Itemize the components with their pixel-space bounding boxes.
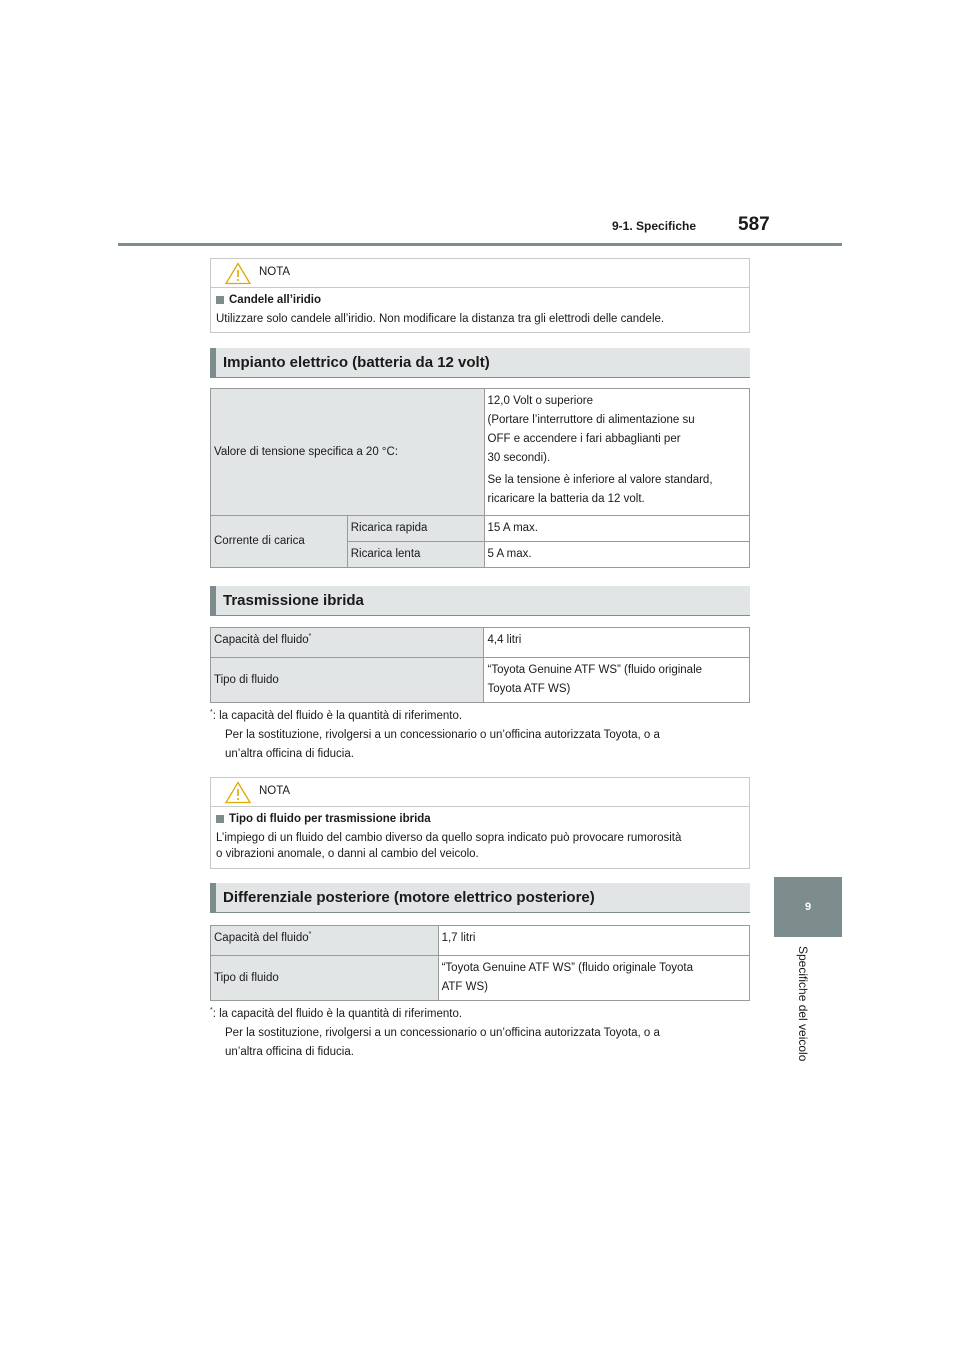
note-hybrid-fluid xyxy=(210,777,750,869)
voltage-value: 12,0 Volt o superiore (Portare l’interruttore di alimentazione su OFF e accendere i fari abbaglianti per 30 secondi). Se la tensione è inferiore al valore standard, ricaricare la batteria da 12 volt. xyxy=(484,389,750,516)
note-subtitle: Candele all’iridio xyxy=(216,292,743,308)
note-header xyxy=(211,259,749,288)
table-row xyxy=(211,956,750,1001)
rear-capacity-label: Capacità del fluido* xyxy=(211,926,439,956)
hybrid-footnote: *: la capacità del fluido è la quantità di riferimento. Per la sostituzione, rivolgersi a un concessionario o un’officina autorizzata Toyota, o a un’altra officina di fiducia. xyxy=(210,709,660,760)
section-title: 9-1. Specifiche xyxy=(612,219,697,233)
table-row xyxy=(211,516,750,542)
section-hybrid-title: Trasmissione ibrida xyxy=(223,592,364,609)
table-row xyxy=(211,926,750,956)
hybrid-fluid-label: Tipo di fluido xyxy=(211,658,484,703)
rear-fluid-label: Tipo di fluido xyxy=(211,956,439,1001)
chapter-tab: 9 xyxy=(774,877,842,937)
hybrid-fluid-value: “Toyota Genuine ATF WS” (fluido originale Toyota ATF WS) xyxy=(484,658,750,703)
note-body xyxy=(211,807,749,868)
note-title: NOTA xyxy=(259,266,291,278)
chapter-label-text: Specifiche del veicolo xyxy=(796,946,810,1062)
warning-icon xyxy=(225,781,251,804)
square-bullet-icon xyxy=(216,815,224,823)
section-electrical-header xyxy=(210,348,750,378)
table-row xyxy=(211,658,750,703)
rear-table xyxy=(210,925,750,1001)
fast-charge-value: 15 A max. xyxy=(484,516,750,542)
note-subtitle: Tipo di fluido per trasmissione ibrida xyxy=(216,811,743,827)
hybrid-capacity-value: 4,4 litri xyxy=(484,628,750,658)
section-rear-title: Differenziale posteriore (motore elettrico posteriore) xyxy=(223,889,595,906)
warning-icon xyxy=(225,262,251,285)
charge-label: Corrente di carica xyxy=(211,516,348,568)
note-iridium xyxy=(210,258,750,333)
section-electrical-title: Impianto elettrico (batteria da 12 volt) xyxy=(223,354,490,371)
note-text: Utilizzare solo candele all’iridio. Non modificare la distanza tra gli elettrodi delle candele. xyxy=(216,313,665,325)
table-row xyxy=(211,389,750,516)
electrical-table xyxy=(210,388,750,568)
rear-capacity-value: 1,7 litri xyxy=(438,926,749,956)
slow-charge-label: Ricarica lenta xyxy=(347,542,484,568)
fast-charge-label: Ricarica rapida xyxy=(347,516,484,542)
note-text-line: L’impiego di un fluido del cambio diverso da quello sopra indicato può provocare rumorosità xyxy=(216,832,682,844)
table-row xyxy=(211,628,750,658)
hybrid-table xyxy=(210,627,750,703)
rear-fluid-value: “Toyota Genuine ATF WS” (fluido originale Toyota ATF WS) xyxy=(438,956,749,1001)
square-bullet-icon xyxy=(216,296,224,304)
note-text-line: o vibrazioni anomale, o danni al cambio del veicolo. xyxy=(216,848,479,860)
slow-charge-value: 5 A max. xyxy=(484,542,750,568)
note-title: NOTA xyxy=(259,785,291,797)
hybrid-capacity-label: Capacità del fluido* xyxy=(211,628,484,658)
section-rear-header xyxy=(210,883,750,913)
voltage-label: Valore di tensione specifica a 20 °C: xyxy=(211,389,485,516)
chapter-label xyxy=(794,946,814,1086)
header-rule xyxy=(118,243,842,246)
note-header xyxy=(211,778,749,807)
note-body xyxy=(211,288,749,333)
rear-footnote: *: la capacità del fluido è la quantità di riferimento. Per la sostituzione, rivolgersi a un concessionario o un’officina autorizzata Toyota, o a un’altra officina di fiducia. xyxy=(210,1007,660,1058)
section-hybrid-header xyxy=(210,586,750,616)
page-number: 587 xyxy=(738,214,770,235)
